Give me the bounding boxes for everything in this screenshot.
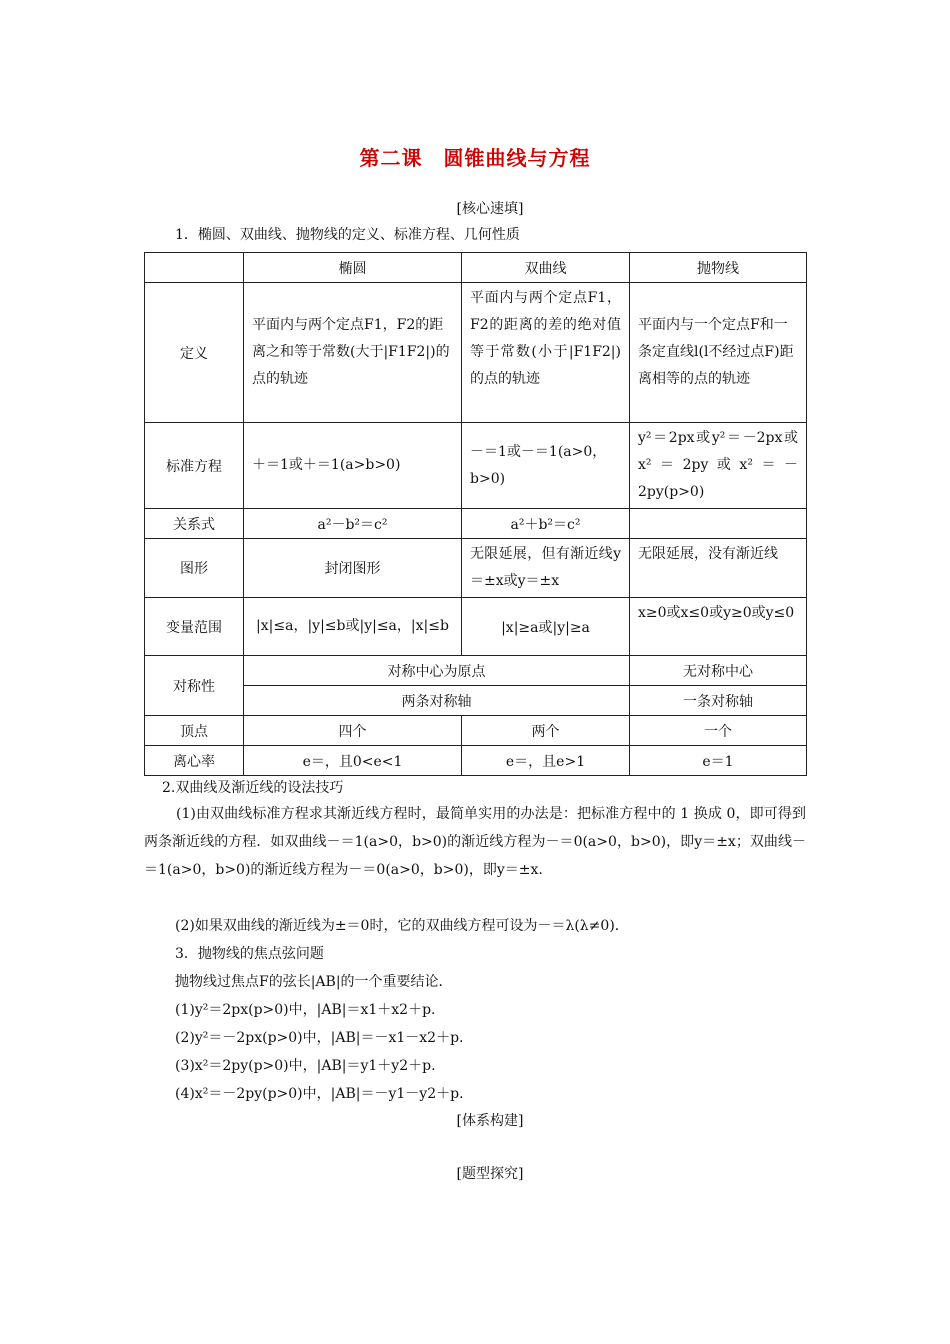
cell-ellipse-vertex: 四个 [244,716,462,746]
table-row-definition [145,283,807,423]
conic-properties-table [144,252,807,776]
cell-hyperbola-relation: a²＋b²＝c² [462,509,630,539]
cell-parabola-relation [630,509,807,539]
cell-hyperbola-definition: 平面内与两个定点F1，F2的距离的差的绝对值等于常数(小于|F1F2|)的点的轨迹 [462,283,630,423]
cell-ellipse-relation: a²－b²＝c² [244,509,462,539]
header-empty [145,253,244,283]
cell-symmetry-center-parabola: 无对称中心 [630,656,807,686]
page-title: 第二课 圆锥曲线与方程 [359,146,591,170]
cell-parabola-shape: 无限延展，没有渐近线 [630,539,807,598]
cell-ellipse-eccentricity: e＝，且0<e<1 [244,746,462,776]
cell-hyperbola-eccentricity: e＝，且e>1 [462,746,630,776]
table-row-symmetry-center [145,656,807,686]
item3-case-1: (1)y²＝2px(p>0)中，|AB|＝x1＋x2＋p. [175,1002,436,1018]
cell-ellipse-shape: 封闭图形 [244,539,462,598]
cell-hyperbola-vertex: 两个 [462,716,630,746]
cell-parabola-eccentricity: e＝1 [630,746,807,776]
cell-ellipse-range: |x|≤a，|y|≤b或|y|≤a，|x|≤b [244,598,462,656]
row-label: 离心率 [145,746,244,776]
item3-intro: 抛物线过焦点F的弦长|AB|的一个重要结论． [175,974,453,990]
item2-heading: 2.双曲线及渐近线的设法技巧 [162,780,344,796]
cell-ellipse-equation: ＋＝1或＋＝1(a>b>0) [244,423,462,509]
cell-parabola-range: x≥0或x≤0或y≥0或y≤0 [630,598,807,656]
cell-hyperbola-equation: －＝1或－＝1(a>0，b>0) [462,423,630,509]
row-label: 顶点 [145,716,244,746]
cell-parabola-equation: y²＝2px或y²＝－2px或x²＝2py或x²＝－2py(p>0) [630,423,807,509]
item3-case-3: (3)x²＝2py(p>0)中，|AB|＝y1＋y2＋p. [175,1058,436,1074]
table-row-range [145,598,807,656]
row-label: 变量范围 [145,598,244,656]
cell-symmetry-axis-parabola: 一条对称轴 [630,686,807,716]
item3-case-4: (4)x²＝－2py(p>0)中，|AB|＝－y1－y2＋p. [175,1086,464,1102]
table-row-vertex [145,716,807,746]
cell-hyperbola-shape: 无限延展，但有渐近线y＝±x或y＝±x [462,539,630,598]
section-system-heading: [体系构建] [456,1113,524,1129]
table-row-eccentricity [145,746,807,776]
table-row-shape [145,539,807,598]
header-hyperbola: 双曲线 [462,253,630,283]
row-label: 标准方程 [145,423,244,509]
item1-heading: 1．椭圆、双曲线、抛物线的定义、标准方程、几何性质 [175,227,520,243]
cell-symmetry-center-shared: 对称中心为原点 [244,656,630,686]
header-parabola: 抛物线 [630,253,807,283]
table-row-symmetry-axis [145,686,807,716]
cell-hyperbola-range: |x|≥a或|y|≥a [462,598,630,656]
cell-parabola-vertex: 一个 [630,716,807,746]
row-label: 对称性 [145,656,244,716]
section-types-heading: [题型探究] [456,1166,524,1182]
table-header-row [145,253,807,283]
header-ellipse: 椭圆 [244,253,462,283]
row-label: 图形 [145,539,244,598]
section-core-heading: [核心速填] [456,201,524,217]
cell-parabola-definition: 平面内与一个定点F和一条定直线l(l不经过点F)距离相等的点的轨迹 [630,283,807,423]
table-row-equation [145,423,807,509]
cell-ellipse-definition: 平面内与两个定点F1，F2的距离之和等于常数(大于|F1F2|)的点的轨迹 [244,283,462,423]
row-label: 定义 [145,283,244,423]
item2-paragraph-2: (2)如果双曲线的渐近线为±＝0时，它的双曲线方程可设为－＝λ(λ≠0)． [175,918,629,934]
table-row-relation [145,509,807,539]
item3-case-2: (2)y²＝－2px(p>0)中，|AB|＝－x1－x2＋p. [175,1030,464,1046]
cell-symmetry-axis-shared: 两条对称轴 [244,686,630,716]
row-label: 关系式 [145,509,244,539]
item3-heading: 3．抛物线的焦点弦问题 [175,946,324,962]
item2-paragraph-1: (1)由双曲线标准方程求其渐近线方程时，最简单实用的办法是：把标准方程中的 1 换成 0，即可得到两条渐近线的方程．如双曲线－＝1(a>0，b>0)的渐近线方程为－＝0(a>0，b>0)，即y＝±x；双曲线－＝1(a>0，b>0)的渐近线方程为－＝0(a>0，b>0)，即y＝±x. [144,806,806,878]
